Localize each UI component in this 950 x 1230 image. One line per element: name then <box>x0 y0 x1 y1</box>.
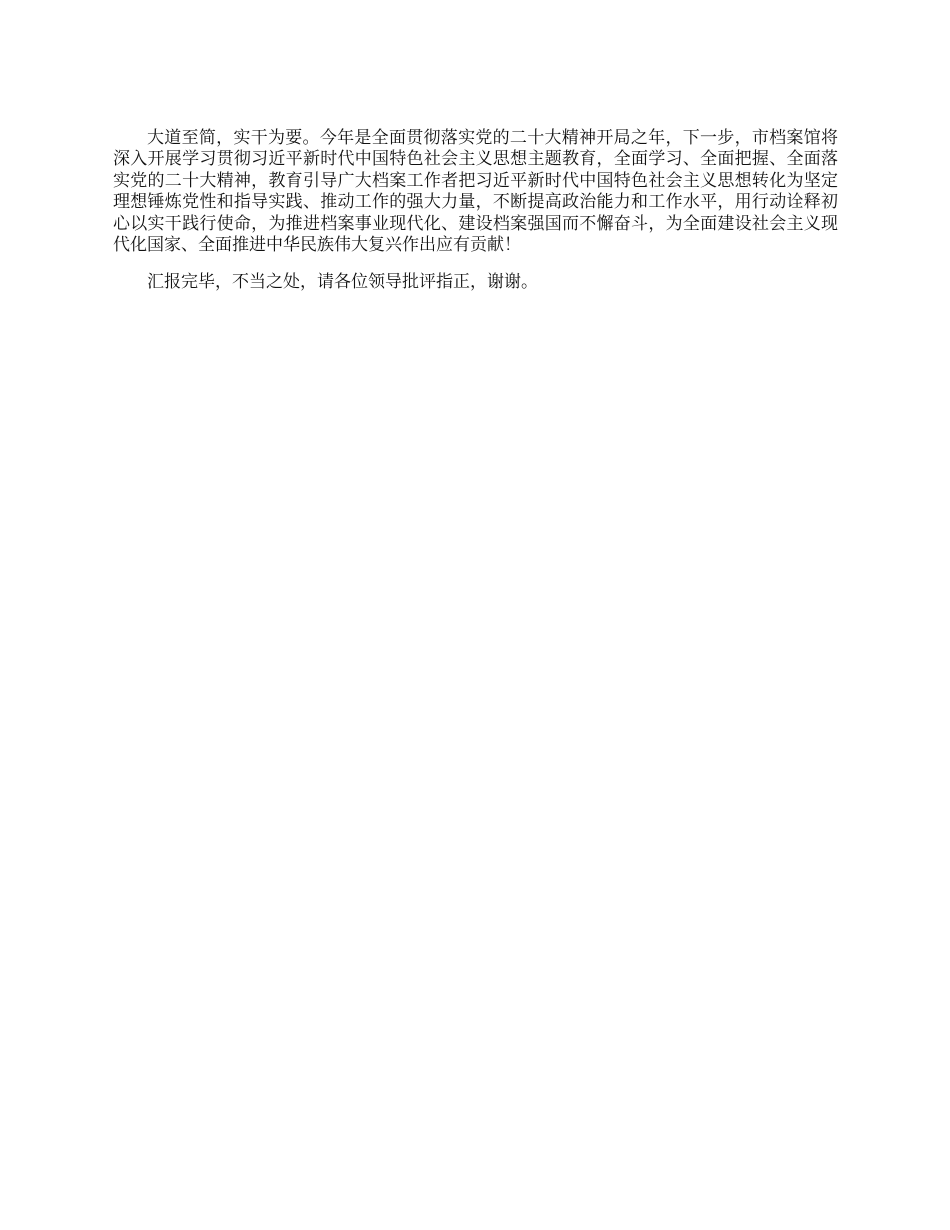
document-body <box>113 128 838 294</box>
paragraph-closing-commitment: 大道至简，实干为要。今年是全面贯彻落实党的二十大精神开局之年，下一步，市档案馆将深入开展学习贯彻习近平新时代中国特色社会主义思想主题教育，全面学习、全面把握、全面落实党的二十大精神，教育引导广大档案工作者把习近平新时代中国特色社会主义思想转化为坚定理想锤炼党性和指导实践、推动工作的强大力量，不断提高政治能力和工作水平，用行动诠释初心以实干践行使命，为推进档案事业现代化、建设档案强国而不懈奋斗，为全面建设社会主义现代化国家、全面推进中华民族伟大复兴作出应有贡献！ <box>113 128 838 256</box>
paragraph-report-end: 汇报完毕，不当之处，请各位领导批评指正，谢谢。 <box>147 272 538 293</box>
